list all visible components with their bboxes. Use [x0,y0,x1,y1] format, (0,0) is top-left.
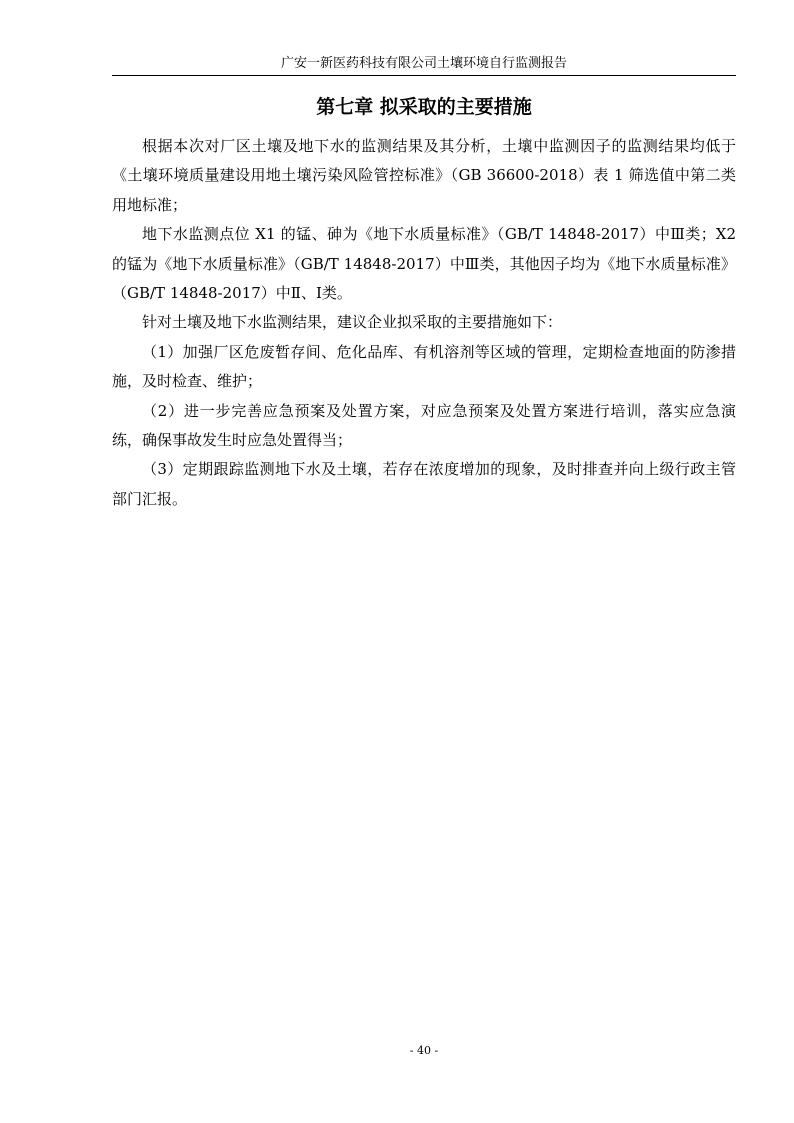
paragraph-soil-results: 根据本次对厂区土壤及地下水的监测结果及其分析，土壤中监测因子的监测结果均低于《土壤环境质量建设用地土壤污染风险管控标准》（GB 36600-2018）表 1 筛选值中第二类用地标准； [112,137,736,214]
chapter-title: 第七章 拟采取的主要措施 [316,96,532,118]
header-divider [112,75,736,76]
paragraph-measure-3: （3）定期跟踪监测地下水及土壤，若存在浓度增加的现象，及时排查并向上级行政主管部门汇报。 [112,460,736,508]
paragraph-groundwater-results: 地下水监测点位 X1 的锰、砷为《地下水质量标准》（GB/T 14848-2017）中Ⅲ类；X2 的锰为《地下水质量标准》（GB/T 14848-2017）中Ⅲ类，其他因子均为《地下水质量标准》（GB/T 14848-2017）中Ⅱ、Ⅰ类。 [112,225,736,303]
running-header: 广安一新医药科技有限公司土壤环境自行监测报告 [280,56,567,71]
page-number: - 40 - [409,1044,439,1057]
paragraph-measures-intro: 针对土壤及地下水监测结果，建议企业拟采取的主要措施如下： [142,313,563,332]
paragraph-measure-2: （2）进一步完善应急预案及处置方案，对应急预案及处置方案进行培训，落实应急演练，确保事故发生时应急处置得当； [112,401,736,450]
paragraph-measure-1: （1）加强厂区危废暂存间、危化品库、有机溶剂等区域的管理，定期检查地面的防渗措施，及时检查、维护； [112,342,736,391]
body-text [112,132,736,514]
